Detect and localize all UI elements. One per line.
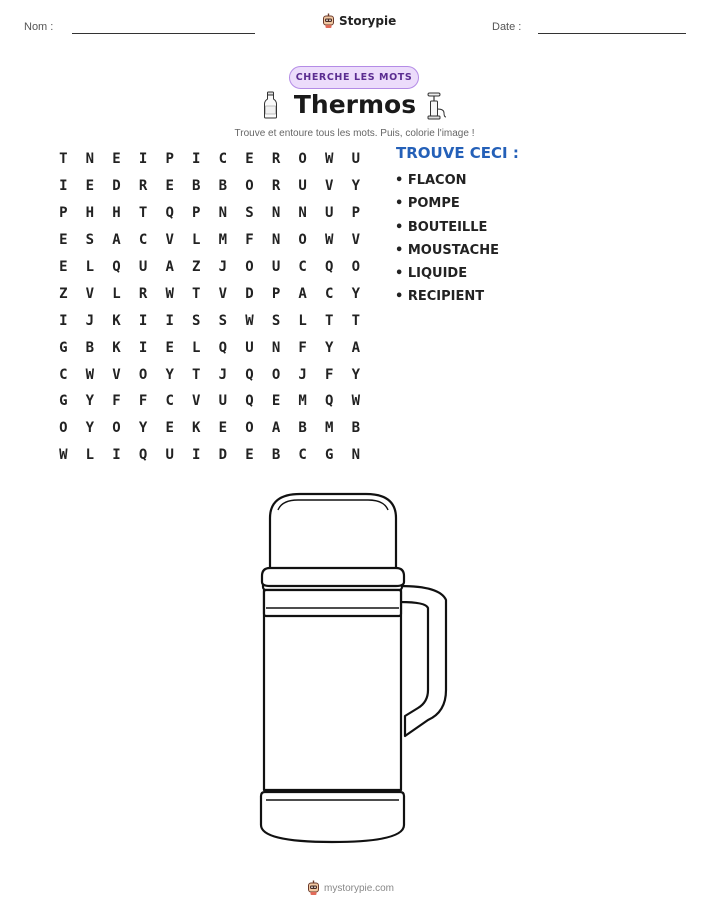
grid-cell[interactable]: U — [245, 339, 254, 356]
grid-cell[interactable]: V — [85, 285, 95, 302]
grid-cell[interactable]: N — [271, 232, 281, 249]
page-title: Thermos — [293, 90, 417, 119]
grid-cell[interactable]: V — [112, 366, 121, 383]
grid-cell[interactable]: W — [59, 447, 68, 464]
grid-cell[interactable]: S — [85, 232, 95, 249]
grid-cell[interactable]: I — [138, 312, 148, 329]
grid-cell[interactable]: L — [298, 312, 307, 329]
word-list — [395, 169, 499, 309]
grid-cell[interactable]: A — [298, 285, 307, 302]
grid-cell[interactable]: Q — [325, 393, 334, 410]
grid-cell[interactable]: Q — [245, 393, 254, 410]
grid-cell[interactable]: S — [192, 312, 201, 329]
grid-cell[interactable]: O — [245, 259, 254, 275]
grid-cell[interactable]: I — [138, 339, 148, 356]
grid-cell[interactable]: W — [165, 285, 174, 302]
grid-cell[interactable]: M — [298, 393, 307, 410]
grid-cell[interactable]: T — [325, 312, 334, 329]
grid-cell[interactable]: W — [85, 366, 95, 383]
grid-cell[interactable]: R — [138, 285, 148, 302]
grid-cell[interactable]: Y — [138, 420, 148, 437]
grid-cell[interactable]: Y — [351, 178, 361, 195]
grid-cell[interactable]: B — [85, 339, 95, 356]
grid-cell[interactable]: N — [298, 205, 307, 222]
grid-cell[interactable]: V — [325, 178, 334, 195]
grid-cell[interactable]: N — [271, 205, 281, 222]
grid-cell[interactable]: J — [218, 366, 228, 383]
grid-cell[interactable]: Q — [165, 205, 174, 222]
name-field[interactable] — [72, 33, 255, 34]
grid-cell[interactable]: M — [218, 232, 228, 249]
grid-cell[interactable]: F — [138, 393, 148, 410]
grid-cell[interactable]: S — [271, 312, 281, 329]
word-list-item[interactable]: • MOUSTACHE — [395, 242, 499, 258]
footer-url[interactable]: mystorypie.com — [324, 882, 395, 894]
grid-cell[interactable]: G — [59, 339, 68, 356]
grid-cell[interactable]: U — [218, 393, 228, 410]
grid-cell[interactable]: R — [271, 151, 281, 168]
brand-name: Storypie — [339, 14, 397, 28]
grid-cell[interactable]: B — [271, 447, 281, 464]
grid-cell[interactable]: E — [165, 339, 174, 356]
grid-cell[interactable]: G — [325, 447, 334, 464]
grid-cell[interactable]: D — [245, 285, 254, 302]
grid-cell[interactable]: G — [59, 393, 68, 410]
grid-cell[interactable]: R — [271, 178, 281, 195]
grid-cell[interactable]: C — [298, 259, 307, 275]
grid-cell[interactable]: T — [192, 285, 201, 302]
grid-cell[interactable]: O — [59, 420, 68, 437]
grid-cell[interactable]: J — [85, 312, 95, 329]
instructions: Trouve et entoure tous les mots. Puis, colorie l'image ! — [234, 128, 475, 139]
grid-cell[interactable]: M — [325, 420, 334, 437]
grid-cell[interactable]: D — [112, 178, 121, 195]
grid-cell[interactable]: V — [218, 285, 228, 302]
grid-cell[interactable]: F — [112, 393, 121, 410]
grid-cell[interactable]: Y — [351, 366, 361, 383]
grid-cell[interactable]: A — [351, 339, 361, 356]
grid-cell[interactable]: C — [138, 232, 148, 249]
grid-cell[interactable]: P — [59, 205, 68, 222]
robot-mascot-icon — [307, 880, 320, 896]
grid-cell[interactable]: U — [325, 205, 334, 222]
grid-cell[interactable]: V — [351, 232, 361, 249]
grid-cell[interactable]: K — [192, 420, 201, 437]
grid-cell[interactable]: O — [271, 366, 281, 383]
grid-cell[interactable]: J — [298, 366, 307, 383]
grid-cell[interactable]: L — [112, 285, 121, 302]
grid-cell[interactable]: Y — [85, 420, 95, 437]
date-field[interactable] — [538, 33, 686, 34]
grid-cell[interactable]: L — [85, 259, 95, 275]
grid-cell[interactable]: A — [165, 259, 174, 275]
grid-cell[interactable]: B — [298, 420, 307, 437]
grid-cell[interactable]: D — [218, 447, 228, 464]
grid-cell[interactable]: C — [165, 393, 174, 410]
word-list-item[interactable]: • RECIPIENT — [395, 289, 485, 305]
grid-cell[interactable]: P — [271, 285, 281, 302]
grid-cell[interactable]: Y — [85, 393, 95, 410]
grid-cell[interactable]: O — [245, 420, 254, 437]
grid-cell[interactable]: E — [165, 178, 174, 195]
grid-cell[interactable]: P — [192, 205, 201, 222]
grid-cell[interactable]: N — [218, 205, 228, 222]
grid-cell[interactable]: Y — [325, 339, 334, 356]
grid-cell[interactable]: L — [192, 232, 201, 249]
grid-cell[interactable]: N — [85, 151, 95, 168]
grid-cell[interactable]: F — [245, 232, 254, 249]
footer — [307, 880, 394, 896]
grid-cell[interactable]: Q — [112, 259, 121, 275]
grid-cell[interactable]: E — [245, 151, 254, 168]
grid-cell[interactable]: C — [298, 447, 307, 464]
grid-cell[interactable]: W — [351, 393, 361, 410]
grid-cell[interactable]: A — [112, 232, 121, 249]
grid-cell[interactable]: E — [59, 232, 68, 249]
grid-cell[interactable]: I — [192, 151, 201, 168]
grid-cell[interactable]: W — [245, 312, 254, 329]
grid-cell[interactable]: C — [218, 151, 228, 168]
grid-cell[interactable]: H — [85, 205, 95, 222]
grid-cell[interactable]: I — [192, 447, 201, 464]
grid-cell[interactable]: B — [351, 420, 361, 437]
word-list-item[interactable]: • BOUTEILLE — [395, 219, 488, 235]
grid-cell[interactable]: P — [165, 151, 174, 168]
grid-cell[interactable]: H — [112, 205, 121, 222]
grid-cell[interactable]: O — [138, 366, 148, 383]
grid-cell[interactable]: E — [112, 151, 121, 168]
grid-cell[interactable]: T — [59, 151, 68, 168]
grid-cell[interactable]: V — [192, 393, 201, 410]
grid-cell[interactable]: A — [271, 420, 281, 437]
grid-cell[interactable]: O — [298, 151, 307, 168]
grid-cell[interactable]: C — [325, 285, 334, 302]
grid-cell[interactable]: S — [218, 312, 228, 329]
grid-cell[interactable]: W — [325, 232, 334, 249]
grid-cell[interactable]: Z — [192, 259, 201, 275]
robot-mascot-icon — [322, 13, 335, 29]
grid-cell[interactable]: K — [112, 339, 121, 356]
name-label: Nom : — [24, 21, 54, 33]
grid-cell[interactable]: E — [59, 259, 68, 275]
grid-cell[interactable]: N — [351, 447, 361, 464]
grid-cell[interactable]: J — [218, 259, 228, 275]
grid-cell[interactable]: B — [218, 178, 228, 195]
grid-cell[interactable]: Z — [59, 285, 68, 302]
grid-cell[interactable]: F — [298, 339, 307, 356]
grid-cell[interactable]: U — [351, 151, 361, 168]
brand-logo — [322, 13, 396, 29]
grid-cell[interactable]: U — [138, 259, 148, 275]
grid-cell[interactable]: I — [165, 312, 174, 329]
grid-cell[interactable]: U — [165, 447, 174, 464]
word-search-grid — [50, 146, 369, 469]
grid-cell[interactable]: O — [245, 178, 254, 195]
grid-cell[interactable]: B — [192, 178, 201, 195]
grid-cell[interactable]: Q — [245, 366, 254, 383]
grid-cell[interactable]: Q — [218, 339, 228, 356]
category-badge: CHERCHE LES MOTS — [289, 66, 419, 89]
grid-cell[interactable]: O — [351, 259, 361, 275]
grid-cell[interactable]: T — [351, 312, 361, 329]
grid-cell[interactable]: O — [112, 420, 121, 437]
grid-cell[interactable]: Q — [138, 447, 148, 464]
grid-cell[interactable]: F — [325, 366, 334, 383]
word-list-item[interactable]: • LIQUIDE — [395, 266, 468, 282]
grid-cell[interactable]: I — [59, 178, 68, 195]
grid-cell[interactable]: O — [298, 232, 307, 249]
grid-cell[interactable]: I — [59, 312, 68, 329]
grid-cell[interactable]: T — [138, 205, 148, 222]
grid-cell[interactable]: U — [271, 259, 281, 275]
grid-cell[interactable]: E — [271, 393, 281, 410]
grid-cell[interactable]: C — [59, 366, 68, 383]
word-list-item[interactable]: • FLACON — [395, 173, 467, 188]
word-list-item[interactable]: • POMPE — [395, 196, 460, 212]
bicycle-pump-icon — [425, 91, 449, 121]
grid-cell[interactable]: E — [245, 447, 254, 464]
grid-cell[interactable]: T — [192, 366, 201, 383]
grid-cell[interactable]: U — [298, 178, 307, 195]
grid-cell[interactable]: Y — [351, 285, 361, 302]
grid-cell[interactable]: L — [192, 339, 201, 356]
grid-cell[interactable]: N — [271, 339, 281, 356]
grid-cell[interactable]: E — [165, 420, 174, 437]
grid-cell[interactable]: K — [112, 312, 121, 329]
word-list-title: TROUVE CECI : — [396, 144, 519, 162]
grid-cell[interactable]: P — [351, 205, 361, 222]
grid-cell[interactable]: E — [85, 178, 95, 195]
grid-cell[interactable]: R — [138, 178, 148, 195]
grid-cell[interactable]: I — [138, 151, 148, 168]
thermos-flask-illustration — [250, 490, 460, 860]
grid-cell[interactable]: V — [165, 232, 174, 249]
grid-cell[interactable]: E — [218, 420, 228, 437]
grid-cell[interactable]: Y — [165, 366, 174, 383]
grid-cell[interactable]: I — [112, 447, 121, 464]
grid-cell[interactable]: W — [325, 151, 334, 168]
date-label: Date : — [492, 21, 522, 33]
grid-cell[interactable]: L — [85, 447, 95, 464]
grid-cell[interactable]: S — [245, 205, 254, 222]
grid-cell[interactable]: Q — [325, 259, 334, 275]
